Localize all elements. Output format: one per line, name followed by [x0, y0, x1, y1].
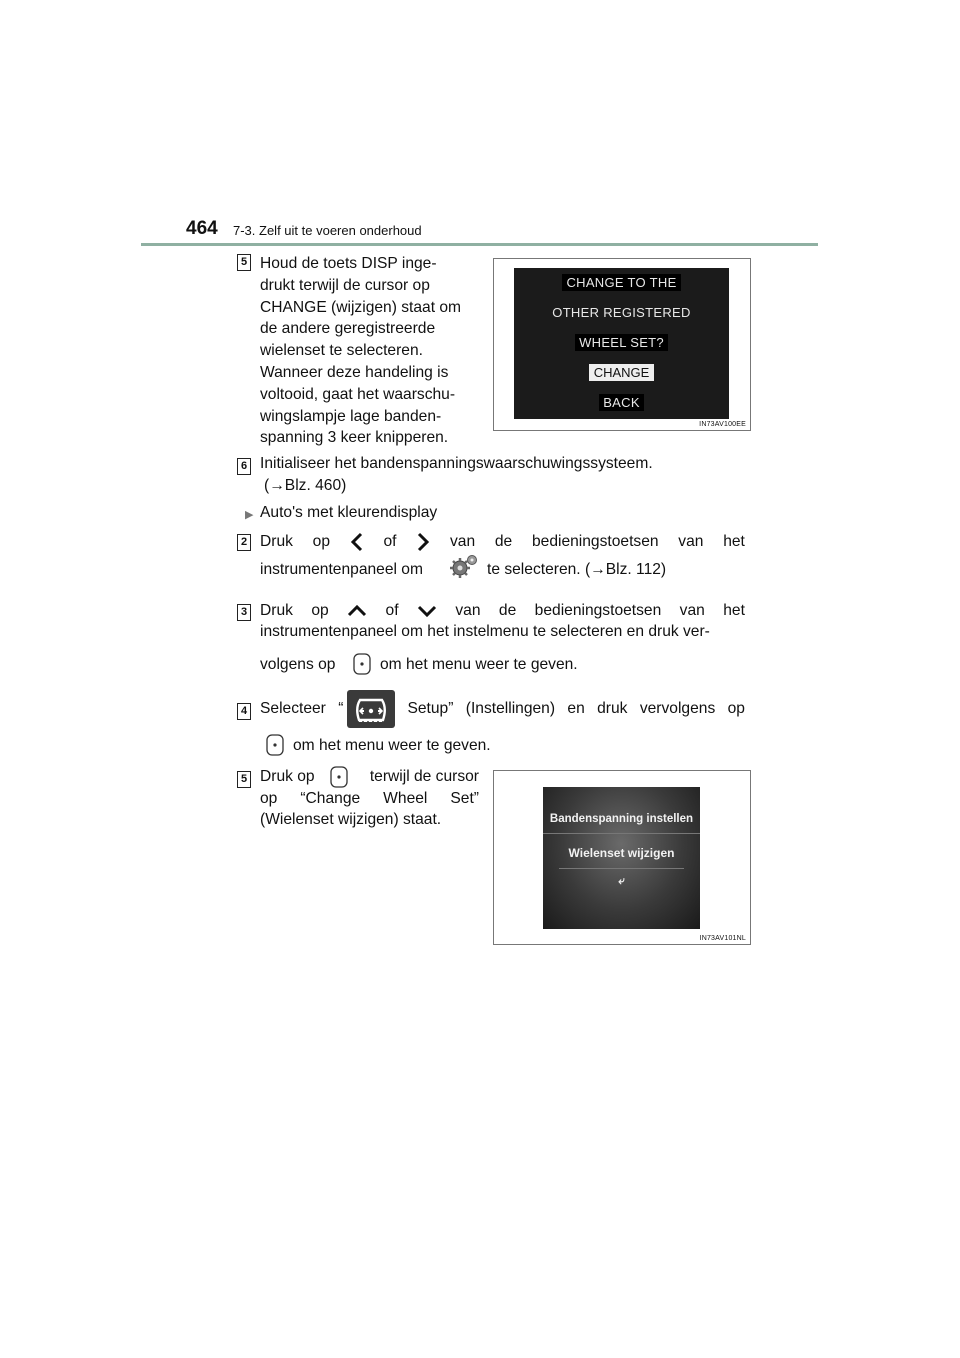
text-line: wielenset te selecteren. — [260, 342, 423, 360]
word: van — [679, 602, 705, 619]
figure-color-display — [493, 770, 751, 945]
text-line: spanning 3 keer knipperen. — [260, 429, 449, 447]
word: en — [567, 700, 585, 717]
word: vervolgens — [639, 700, 716, 717]
text-line: wingslampje lage banden- — [260, 407, 442, 425]
word: Selecteer — [260, 700, 326, 717]
subheading-text: Auto's met kleurendisplay — [260, 504, 438, 521]
text-line: drukt terwijl de cursor op — [260, 276, 430, 294]
figure-change-wheel-set — [493, 258, 751, 431]
gears-icon — [449, 553, 481, 584]
word: op — [312, 533, 331, 550]
chevron-right-icon — [416, 532, 430, 552]
tire-pressure-setup-icon — [347, 690, 395, 728]
screen-line: CHANGE TO THE — [562, 274, 680, 291]
word: bedieningstoetsen — [534, 602, 662, 619]
step-number-2: 2 — [237, 534, 251, 551]
step3-line1 — [260, 599, 745, 623]
step-number-4: 4 — [237, 703, 251, 720]
word: of — [383, 533, 397, 550]
screen-line: WHEEL SET? — [575, 334, 668, 351]
step-number-5b: 5 — [237, 771, 251, 788]
page-number: 464 — [186, 218, 218, 239]
word: bedieningstoetsen — [531, 533, 659, 550]
text-line: CHANGE (wijzigen) staat om — [260, 298, 462, 316]
step5b-line1a: Druk op — [260, 768, 315, 785]
screen-line: OTHER REGISTERED — [552, 305, 691, 320]
word: druk — [597, 700, 628, 717]
header-rule — [141, 243, 818, 246]
word: het — [723, 602, 745, 619]
chevron-left-icon — [350, 532, 364, 552]
word: de — [498, 602, 517, 619]
step2-line2a: instrumentenpaneel om — [260, 561, 423, 578]
display-screen — [543, 787, 700, 929]
enter-button-icon — [352, 652, 372, 681]
text-line: Houd de toets DISP inge- — [260, 255, 437, 272]
step3-line2: instrumentenpaneel om het instelmenu te selecteren en druk ver- — [260, 623, 710, 640]
step-number-5: 5 — [237, 254, 251, 271]
step4-line2: om het menu weer te geven. — [293, 737, 491, 754]
screen-option-change: CHANGE — [589, 364, 655, 381]
step5b-line3: (Wielenset wijzigen) staat. — [260, 811, 442, 828]
chevron-up-icon — [347, 604, 367, 618]
screen-option-back: BACK — [599, 394, 644, 411]
word: Druk — [260, 602, 293, 619]
word: het — [723, 533, 745, 550]
word: van — [678, 533, 704, 550]
chevron-down-icon — [417, 604, 437, 618]
back-icon: ⤶ — [559, 868, 685, 896]
step6-reference: (→Blz. 460) — [264, 477, 347, 494]
step2-line2b: te selecteren. (→Blz. 112) — [487, 561, 667, 578]
menu-item-change-wheel-set: Wielenset wijzigen — [543, 833, 700, 868]
word: Druk — [260, 533, 293, 550]
step4-line1 — [260, 688, 745, 730]
text-line: voltooid, gaat het waarschu- — [260, 385, 456, 403]
word: of — [385, 602, 399, 619]
step3-line3b: om het menu weer te geven. — [380, 656, 578, 673]
step2-line1 — [260, 530, 745, 554]
word: Setup” — [407, 700, 454, 717]
display-screen — [514, 268, 729, 419]
step-number-3: 3 — [237, 604, 251, 621]
subheading-marker: ▶ — [245, 509, 254, 521]
word: op — [311, 602, 329, 619]
step5-text — [260, 253, 479, 449]
word: de — [494, 533, 513, 550]
enter-button-icon — [265, 733, 285, 762]
menu-title: Bandenspanning instellen — [549, 813, 694, 825]
step5b-line2 — [260, 788, 479, 810]
text-line: Wanneer deze handeling is — [260, 363, 449, 381]
setup-group — [338, 690, 453, 728]
text: op “Change Wheel Set” — [260, 790, 479, 807]
step3-line3a: volgens op — [260, 656, 336, 673]
figure-code: IN73AV101NL — [699, 935, 746, 942]
step6-text: Initialiseer het bandenspanningswaarschuwingssysteem. — [260, 455, 653, 472]
step5b-line1b: terwijl de cursor — [369, 768, 479, 785]
step-number-6: 6 — [237, 458, 251, 475]
word: op — [727, 700, 745, 717]
figure-code: IN73AV100EE — [699, 421, 746, 428]
word: “ — [338, 700, 344, 717]
text-line: de andere geregistreerde — [260, 320, 436, 338]
word: (Instellingen) — [465, 700, 556, 717]
section-title: 7-3. Zelf uit te voeren onderhoud — [233, 223, 422, 238]
word: van — [455, 602, 481, 619]
word: van — [449, 533, 476, 550]
